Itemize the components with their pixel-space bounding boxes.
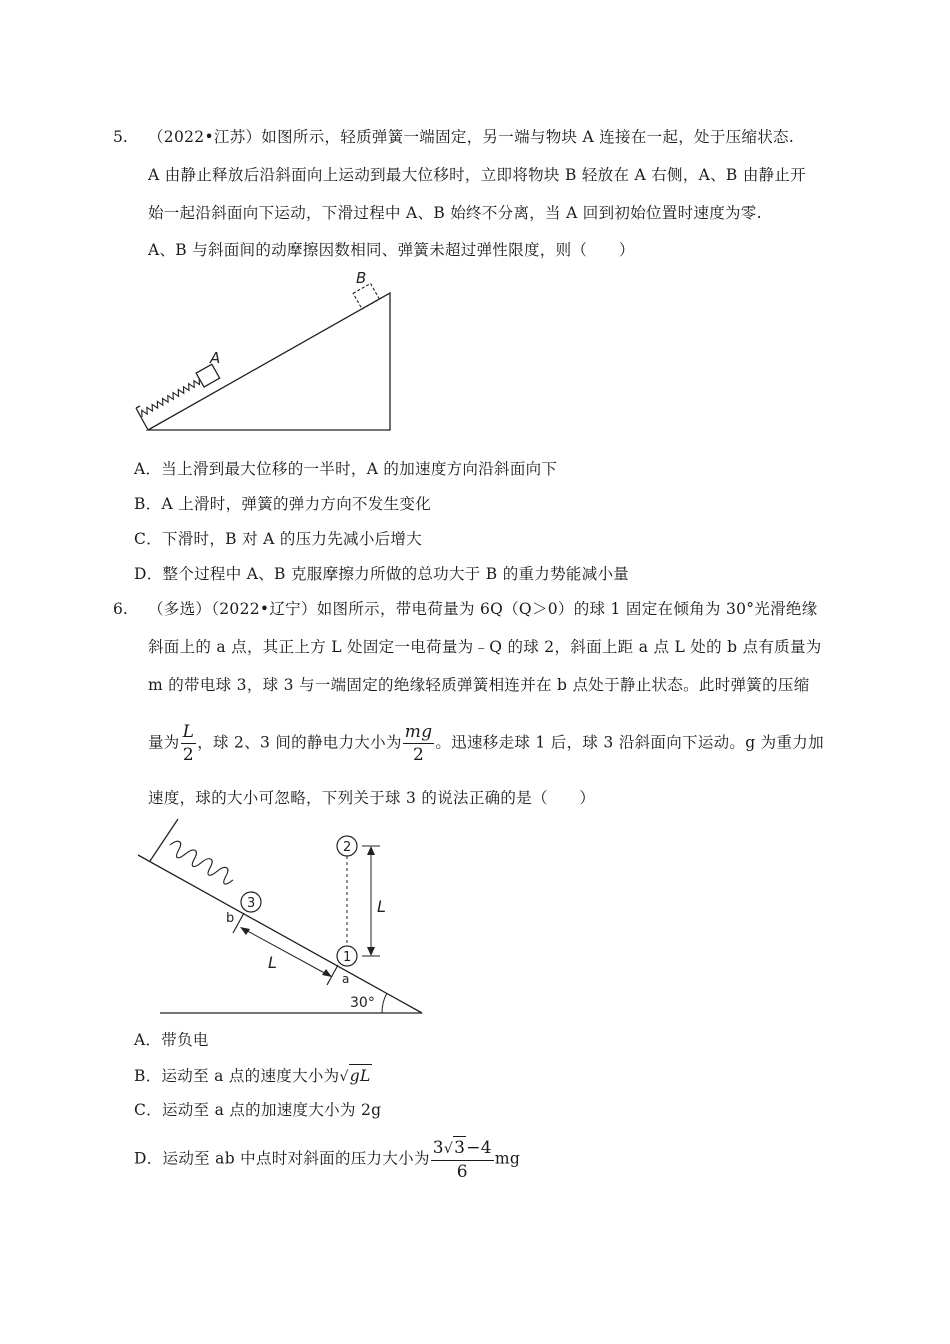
q6-option-a[interactable]: A．带负电 bbox=[134, 1031, 209, 1049]
q5-spring bbox=[139, 376, 205, 417]
q6-label-l-slope: L bbox=[268, 953, 277, 972]
q5-option-d[interactable]: D．整个过程中 A、B 克服摩擦力所做的总功大于 B 的重力势能减小量 bbox=[134, 565, 630, 583]
q5-incline-figure bbox=[130, 265, 410, 435]
q5-label-a: A bbox=[210, 349, 221, 367]
q6-stem-line-5: 速度，球的大小可忽略，下列关于球 3 的说法正确的是（ ） bbox=[148, 789, 596, 807]
q6-ball-2-label: 2 bbox=[343, 840, 352, 855]
q6-label-a: a bbox=[342, 972, 350, 986]
q6-label-l-vertical: L bbox=[377, 897, 386, 916]
q5-number: 5. bbox=[113, 128, 128, 146]
fraction-option-d: $\frac{3√3-4}{6}$ bbox=[432, 1138, 492, 1182]
sqrt-gl: gL bbox=[349, 1064, 372, 1087]
q6-number: 6. bbox=[113, 600, 128, 618]
q6-incline-figure bbox=[130, 815, 430, 1020]
q6-ball-1-label: 1 bbox=[343, 950, 352, 965]
q5-stem-line-2: A 由静止释放后沿斜面向上运动到最大位移时，立即将物块 B 轻放在 A 右侧，A、B 由静止开 bbox=[148, 166, 807, 184]
q5-stem-line-4: A、B 与斜面间的动摩擦因数相同、弹簧未超过弹性限度，则（ ） bbox=[148, 241, 635, 259]
q5-option-b[interactable]: B．A 上滑时，弹簧的弹力方向不发生变化 bbox=[134, 495, 432, 513]
q5-stem-line-1: （2022•江苏）如图所示，轻质弹簧一端固定，另一端与物块 A 连接在一起，处于压缩状态. bbox=[148, 128, 795, 146]
q6-label-b: b bbox=[226, 911, 235, 926]
q6-dimension-slope bbox=[242, 928, 330, 976]
q5-option-c[interactable]: C．下滑时，B 对 A 的压力先减小后增大 bbox=[134, 530, 423, 548]
q5-incline bbox=[148, 293, 390, 430]
q6-option-d[interactable]: D．运动至 ab 中点时对斜面的压力大小为 $\frac{3√3-4}{6}$ mg bbox=[134, 1138, 521, 1182]
q6-wall bbox=[150, 819, 178, 861]
q6-incline bbox=[138, 855, 422, 1013]
q6-angle-label: 30° bbox=[350, 995, 375, 1011]
q6-stem-line-4: 量为 $\frac{L}{2}$ ，球 2、3 间的静电力大小为 $\frac{mg}{2}$ 。迅速移走球 1 后，球 3 沿斜面向下运动。g 为重力加 bbox=[148, 722, 824, 765]
q6-option-b[interactable]: B．运动至 a 点的速度大小为√gL bbox=[134, 1064, 372, 1088]
q6-spring bbox=[166, 838, 236, 886]
q6-option-c[interactable]: C．运动至 a 点的加速度大小为 2g bbox=[134, 1101, 382, 1119]
q5-stem-line-3: 始一起沿斜面向下运动，下滑过程中 A、B 始终不分离，当 A 回到初始位置时速度为零. bbox=[148, 204, 762, 222]
fraction-mg-over-2: $\frac{mg}{2}$ bbox=[404, 722, 433, 765]
q5-label-b: B bbox=[356, 269, 367, 287]
q6-stem-line-1: （多选）（2022•辽宁）如图所示，带电荷量为 6Q（Q＞0）的球 1 固定在倾角为 30°光滑绝缘 bbox=[148, 600, 818, 618]
q6-stem-line-3: m 的带电球 3，球 3 与一端固定的绝缘轻质弹簧相连并在 b 点处于静止状态。此时弹簧的压缩 bbox=[148, 676, 810, 694]
q5-block-b bbox=[353, 283, 379, 309]
q5-option-a[interactable]: A．当上滑到最大位移的一半时，A 的加速度方向沿斜面向下 bbox=[134, 460, 558, 478]
fraction-l-over-2: $\frac{L}{2}$ bbox=[182, 722, 195, 765]
q6-ball-3-label: 3 bbox=[247, 896, 256, 911]
q6-stem-line-2: 斜面上的 a 点，其正上方 L 处固定一电荷量为﹣Q 的球 2，斜面上距 a 点 L 处的 b 点有质量为 bbox=[148, 638, 822, 656]
